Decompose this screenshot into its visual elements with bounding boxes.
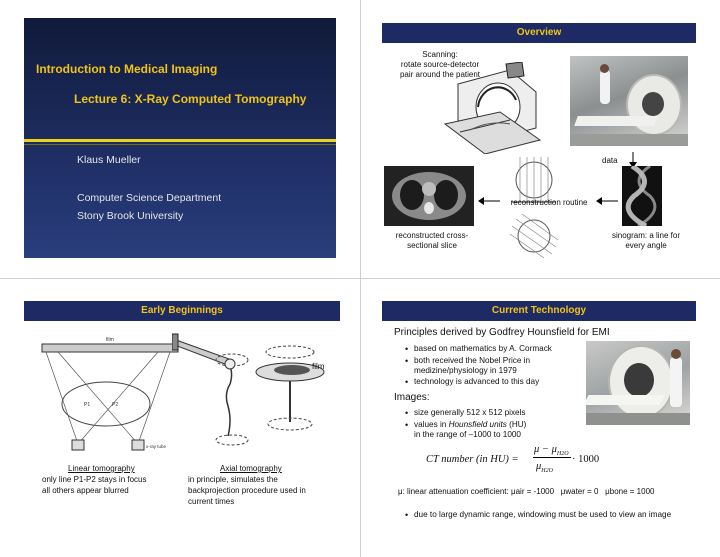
- slide-header-overview: Overview: [382, 23, 696, 43]
- mu-water: μwater = 0: [560, 487, 599, 496]
- lecture-subtitle: Lecture 6: X-Ray Computed Tomography: [74, 92, 307, 106]
- hounsfield-text-c: (HU): [506, 420, 527, 429]
- formula-denominator: [536, 461, 553, 474]
- axial-line-2: backprojection procedure used in: [188, 486, 306, 495]
- mu-air: μair = -1000: [510, 487, 555, 496]
- linear-line-2: all others appear blurred: [42, 486, 129, 495]
- projection-diagram-angled: [508, 214, 560, 260]
- axial-line-1: in principle, simulates the: [188, 475, 278, 484]
- bullet-windowing: • due to large dynamic range, windowing must be used to view an image: [414, 510, 671, 520]
- scanner-diagram: [440, 62, 550, 154]
- fig-tube-label: x-ray tube: [146, 444, 167, 449]
- reconstruction-label: reconstruction routine: [510, 198, 588, 207]
- hounsfield-range: in the range of –1000 to 1000: [414, 430, 521, 439]
- formula-multiplier: · 1000: [572, 454, 600, 465]
- axial-line-3: current times: [188, 497, 235, 506]
- title-slide: [24, 18, 336, 258]
- author-name: Klaus Mueller: [77, 154, 141, 166]
- film-label: film: [312, 362, 325, 371]
- scanning-caption: Scanning: rotate source-detector pair around the patient: [399, 50, 481, 79]
- axial-tomography-heading: Axial tomography: [220, 464, 282, 473]
- fig-p1-label: P1: [84, 402, 91, 408]
- cross-section-caption: reconstructed cross- sectional slice: [395, 231, 469, 250]
- department: Computer Science Department: [77, 192, 222, 204]
- data-label: data: [602, 156, 618, 165]
- lecture-title: Introduction to Medical Imaging: [36, 62, 218, 76]
- fig-p2-label: P2: [112, 402, 119, 408]
- slide-header-current: Current Technology: [382, 301, 696, 321]
- accent-bar-shadow: [24, 144, 336, 145]
- formula-num-sub: H2O: [556, 451, 569, 458]
- bullet-advanced: • technology is advanced to this day: [414, 377, 539, 387]
- ct-room-photo: [570, 56, 688, 146]
- accent-bar: [24, 139, 336, 142]
- sinogram-caption: sinogram: a line for every angle: [611, 231, 681, 250]
- linear-tomography-diagram: [38, 334, 182, 454]
- mu-coefficients: [398, 487, 654, 496]
- ct-scanner-photo: [586, 341, 690, 425]
- mu-bone: μbone = 1000: [605, 487, 655, 496]
- slide-header-early: Early Beginnings: [24, 301, 340, 321]
- hounsfield-text-a: values in: [414, 420, 449, 429]
- ct-slice-image: [384, 166, 474, 226]
- hounsfield-text-b: Hounsfield units: [448, 420, 507, 429]
- images-heading: Images:: [394, 392, 430, 403]
- fraction-bar: [533, 457, 571, 458]
- left-arrow-icon: [478, 196, 500, 206]
- bullet-cormack: • based on mathematics by A. Cormack: [414, 344, 552, 354]
- principles-heading: Principles derived by Godfrey Hounsfield for EMI: [394, 327, 610, 338]
- bullet-size: • size generally 512 x 512 pixels: [414, 408, 526, 418]
- bullet-hounsfield: [414, 420, 526, 430]
- formula-lhs: CT number (in HU) =: [426, 454, 519, 465]
- divider-vertical: [360, 0, 361, 557]
- sinogram-image: [622, 166, 662, 226]
- formula-den-sub: H2O: [541, 468, 553, 475]
- fig-film-label: film: [106, 337, 114, 343]
- bullet-nobel: • both received the Nobel Price in medizine/physiology in 1979: [414, 356, 584, 376]
- formula-den-text: μ: [536, 461, 542, 472]
- linear-tomography-heading: Linear tomography: [68, 464, 135, 473]
- linear-line-1: only line P1-P2 stays in focus: [42, 475, 147, 484]
- formula-num-text: μ − μ: [534, 444, 557, 455]
- axial-tomography-diagram: [172, 312, 332, 462]
- mu-description: μ: linear attenuation coefficient:: [398, 487, 511, 496]
- university: Stony Brook University: [77, 210, 184, 222]
- left-arrow-icon-2: [596, 196, 618, 206]
- formula-numerator: [534, 444, 569, 457]
